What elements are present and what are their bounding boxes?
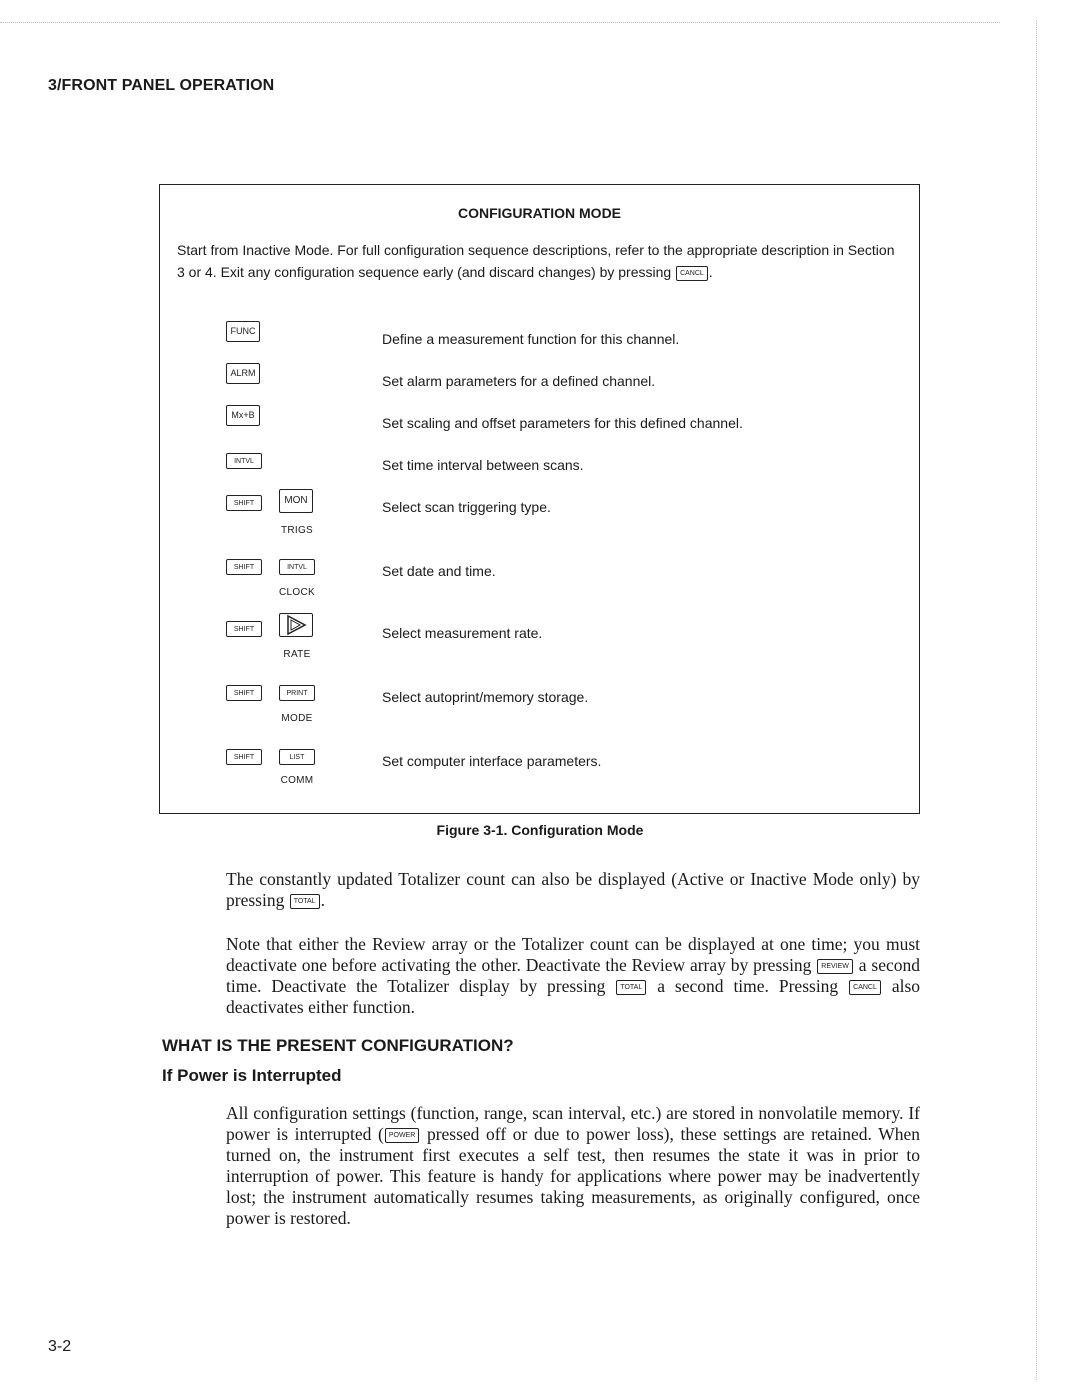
mon-key-icon: MON [279,489,313,513]
config-row-trigs [226,489,426,549]
para2-text-4: also deactivates either function. [226,976,921,1017]
func-key-icon: FUNC [226,321,260,342]
right-dotted-rule [1036,20,1037,1380]
config-desc-mxb: Set scaling and offset parameters for this defined channel. [382,415,743,431]
list-key-icon: LIST [279,749,315,765]
section-heading: WHAT IS THE PRESENT CONFIGURATION? [162,1036,514,1055]
figure-intro [177,239,905,283]
mxb-key-icon: Mx+B [226,405,260,426]
intvl-key-icon: INTVL [226,453,262,469]
figure-title: CONFIGURATION MODE [457,205,622,221]
totalizer-paragraph [226,869,920,911]
review-paragraph [226,934,920,1018]
review-key-icon: REVIEW [817,959,853,974]
shift-key-icon: SHIFT [226,685,262,701]
power-paragraph [226,1103,920,1229]
para1-text: The constantly updated Totalizer count can also be displayed (Active or Inactive Mode only) by pressing [226,869,920,910]
figure-caption: Figure 3-1. Configuration Mode [436,822,644,838]
alrm-key-icon: ALRM [226,363,260,384]
configuration-mode-figure [159,184,920,814]
shift-key-icon: SHIFT [226,559,262,575]
total-key-icon: TOTAL [290,894,320,909]
config-desc-rate: Select measurement rate. [382,625,543,641]
top-dotted-rule [0,22,1000,23]
para3-text-1: All configuration settings (function, range, scan interval, etc.) are stored in nonvolatile memory. If power is interrupted ( [226,1103,920,1144]
section-header: 3/FRONT PANEL OPERATION [48,77,275,94]
config-row-rate [226,613,426,673]
play-triangle-icon [279,613,313,637]
config-desc-clock: Set date and time. [382,563,496,579]
shift-key-icon: SHIFT [226,749,262,765]
para2-text-1: Note that either the Review array or the Totalizer count can be displayed at one time; you must deactivate one before activating the other. Deactivate the Review array by pressing [226,934,920,975]
para3-text-2: pressed off or due to power loss), these settings are retained. When turned on, the instrument first executes a self test, then resumes the state it was in prior to interruption of power. This feature is handy for applications where power may be inadvertently lost; the instrument automatically resumes taking measurements, as originally configured, once power is restored. [226,1124,920,1228]
figure-intro-text: Start from Inactive Mode. For full configuration sequence descriptions, refer to the appropriate description in Section 3 or 4. Exit any configuration sequence early (and discard changes) by pressing [177,242,895,280]
print-key-icon: PRINT [279,685,315,701]
para1-end: . [320,890,325,910]
comm-label: COMM [280,775,314,786]
power-key-icon: POWER [385,1128,419,1143]
cancel-key-icon: CANCL [849,980,881,995]
trigs-label: TRIGS [280,525,314,536]
figure-intro-end: . [708,264,713,280]
config-desc-mode: Select autoprint/memory storage. [382,689,589,705]
para2-text-3: a second time. Pressing [657,976,839,996]
para2-text-2: a second time. Deactivate the Totalizer display by pressing [226,955,920,996]
subsection-heading: If Power is Interrupted [162,1066,342,1085]
config-desc-func: Define a measurement function for this channel. [382,331,680,347]
config-desc-trigs: Select scan triggering type. [382,499,551,515]
config-desc-intvl: Set time interval between scans. [382,457,584,473]
config-desc-comm: Set computer interface parameters. [382,753,602,769]
clock-label: CLOCK [279,587,315,598]
config-desc-alrm: Set alarm parameters for a defined channel. [382,373,656,389]
cancel-key-icon: CANCL [676,266,708,281]
shift-key-icon: SHIFT [226,621,262,637]
shift-key-icon: SHIFT [226,495,262,511]
rate-label: RATE [283,649,311,660]
total-key-icon: TOTAL [616,980,646,995]
intvl-key-icon: INTVL [279,559,315,575]
page-number: 3-2 [48,1338,72,1355]
mode-label: MODE [281,713,313,724]
